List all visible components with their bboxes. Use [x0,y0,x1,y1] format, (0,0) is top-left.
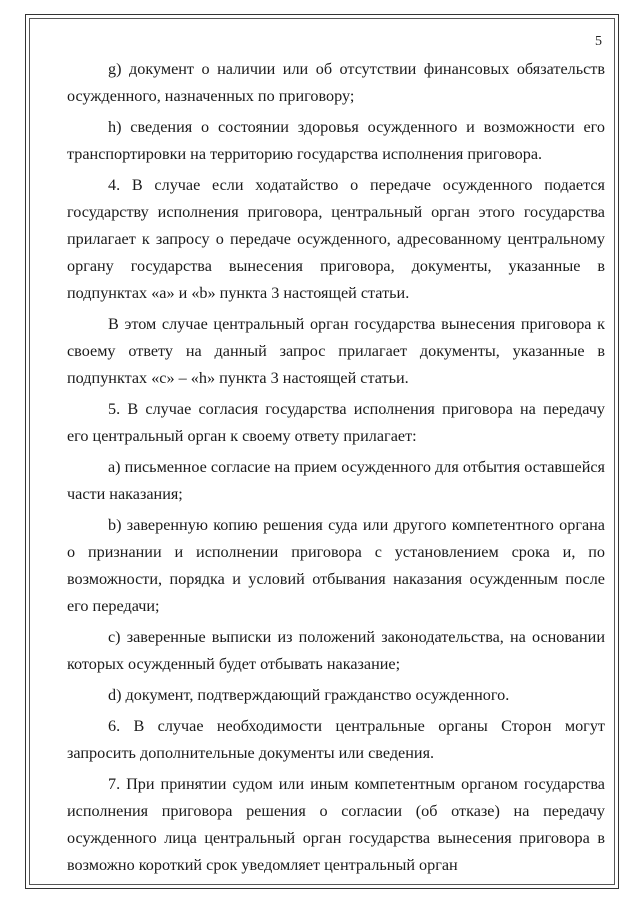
paragraph-4-continued: В этом случае центральный орган государства вынесения приговора к своему ответу на данный запрос прилагает документы, указанные в подпунктах «с» – «h» пункта 3 настоящей статьи. [67,315,605,387]
paragraph-5: 5. В случае согласия государства исполнения приговора на передачу его центральный орган к своему ответу прилагает: [67,400,605,445]
paragraph-4: 4. В случае если ходатайство о передаче осужденного подается государству исполнения приговора, центральный орган этого государства прилагает к запросу о передаче осужденного, адресованному центральному органу государства вынесения приговора, документы, указанные в подпунктах «а» и «b» пункта 3 настоящей статьи. [67,176,605,302]
paragraph-5d: d) документ, подтверждающий гражданство осужденного. [108,686,510,704]
paragraph-3g: g) документ о наличии или об отсутствии финансовых обязательств осужденного, назначенных по приговору; [67,60,605,105]
paragraph-3h: h) сведения о состоянии здоровья осужденного и возможности его транспортировки на территорию государства исполнения приговора. [67,118,605,163]
paragraph-7: 7. При принятии судом или иным компетентным органом государства исполнения приговора решения о согласии (об отказе) на передачу осужденного лица центральный орган государства вынесения приговора в возможно короткий срок уведомляет центральный орган [67,775,605,874]
paragraph-6: 6. В случае необходимости центральные органы Сторон могут запросить дополнительные документы или сведения. [67,717,605,762]
paragraph-5c: с) заверенные выписки из положений законодательства, на основании которых осужденный будет отбывать наказание; [67,628,605,673]
document-body [67,56,605,883]
page-number: 5 [595,34,602,49]
paragraph-5a: а) письменное согласие на прием осужденного для отбытия оставшейся части наказания; [67,458,605,503]
paragraph-5b: b) заверенную копию решения суда или другого компетентного органа о признании и исполнении приговора с установлением срока и, по возможности, порядка и условий отбывания наказания осужденным после его передачи; [67,516,605,615]
